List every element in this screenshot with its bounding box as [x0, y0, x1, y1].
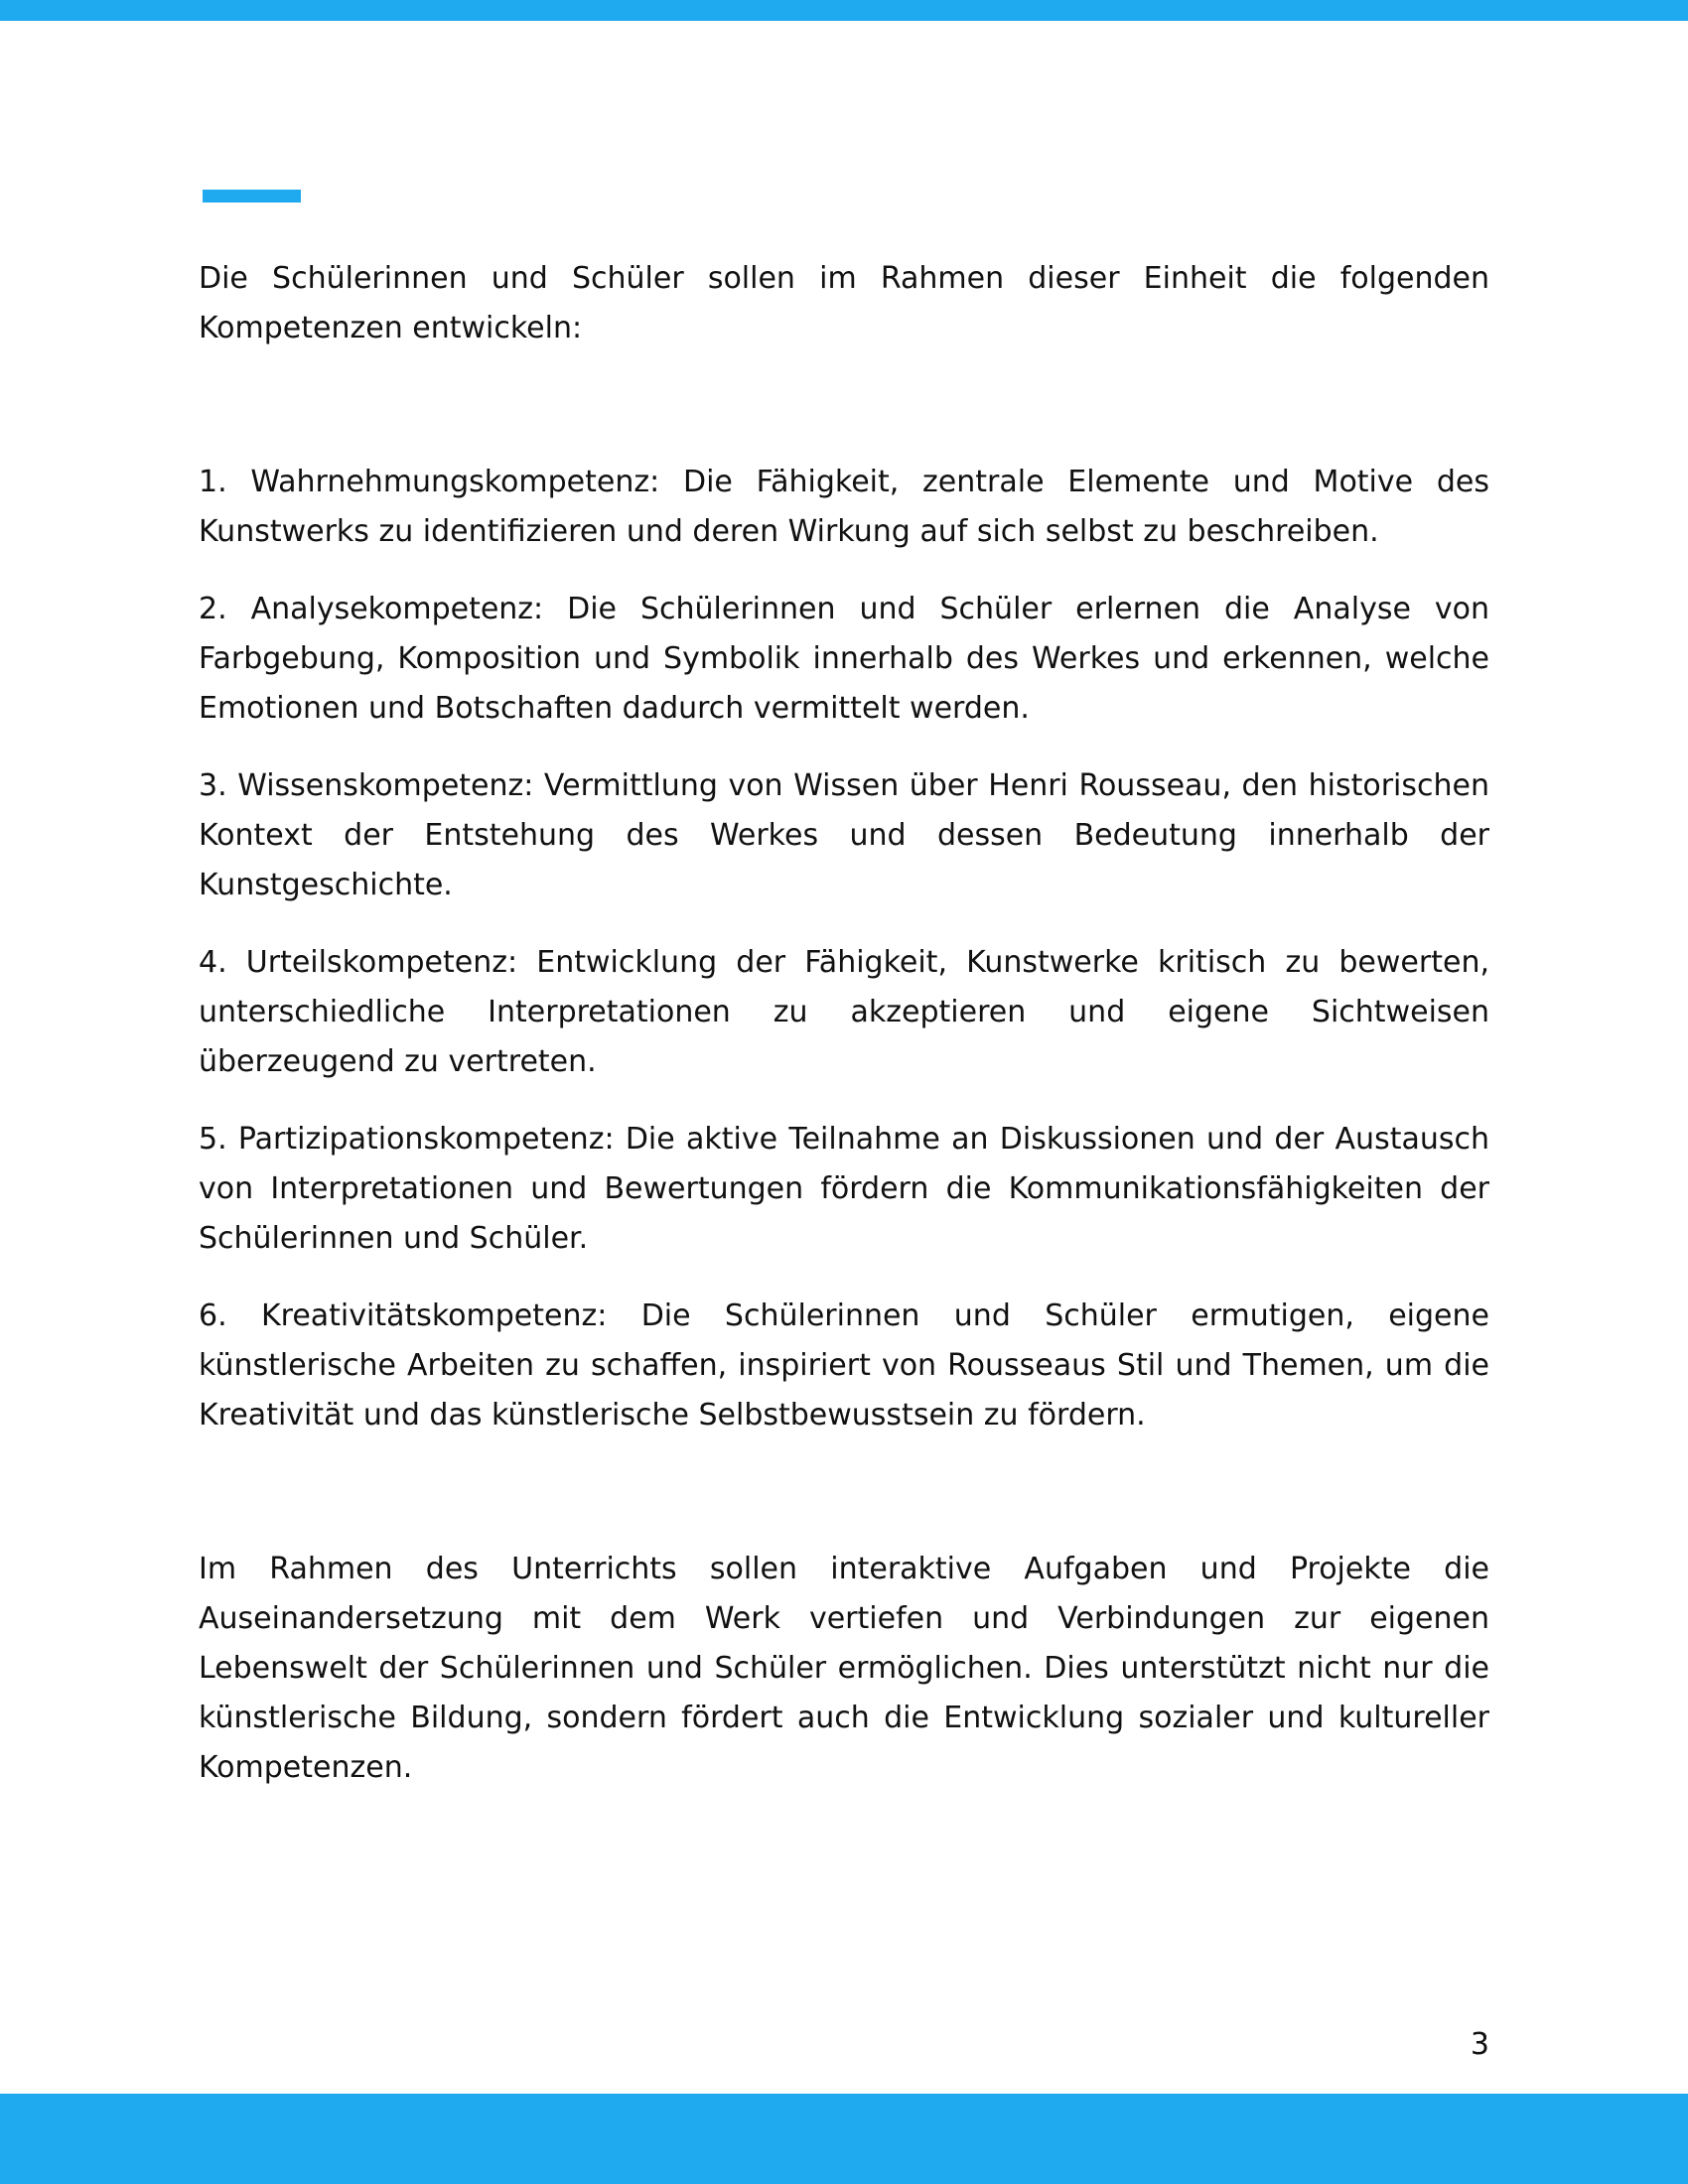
competency-item: 3. Wissenskompetenz: Vermittlung von Wissen über Henri Rousseau, den historischen Kontext der Entstehung des Werkes und dessen Bedeutung innerhalb der Kunstgeschichte. [199, 768, 1489, 902]
page-number: 3 [1470, 2027, 1489, 2062]
intro-paragraph: Die Schülerinnen und Schüler sollen im Rahmen dieser Einheit die folgenden Kompetenzen entwickeln: [199, 261, 1489, 345]
competency-item: 2. Analysekompetenz: Die Schülerinnen und Schüler erlernen die Analyse von Farbgebung, Komposition und Symbolik innerhalb des Werkes und erkennen, welche Emotionen und Botschaften dadurch vermittelt werden. [199, 592, 1489, 726]
competency-item: 5. Partizipationskompetenz: Die aktive Teilnahme an Diskussionen und der Austausch von Interpretationen und Bewertungen fördern die Kommunikationsfähigkeiten der Schülerinnen und Schüler. [199, 1122, 1489, 1256]
competency-item: 1. Wahrnehmungskompetenz: Die Fähigkeit, zentrale Elemente und Motive des Kunstwerks zu identifizieren und deren Wirkung auf sich selbst zu beschreiben. [199, 465, 1489, 549]
closing-paragraph: Im Rahmen des Unterrichts sollen interaktive Aufgaben und Projekte die Auseinandersetzung mit dem Werk vertiefen und Verbindungen zur eigenen Lebenswelt der Schülerinnen und Schüler ermöglichen. Dies unterstützt nicht nur die künstlerische Bildung, sondern fördert auch die Entwicklung sozialer und kultureller Kompetenzen. [199, 1552, 1489, 1785]
competency-item: 4. Urteilskompetenz: Entwicklung der Fähigkeit, Kunstwerke kritisch zu bewerten, unterschiedliche Interpretationen zu akzeptieren und eigene Sichtweisen überzeugend zu vertreten. [199, 945, 1489, 1079]
section-accent-mark [203, 190, 301, 203]
document-body [199, 254, 1489, 1793]
competency-item: 6. Kreativitätskompetenz: Die Schülerinnen und Schüler ermutigen, eigene künstlerische Arbeiten zu schaffen, inspiriert von Rousseaus Stil und Themen, um die Kreativität und das künstlerische Selbstbewusstsein zu fördern. [199, 1298, 1489, 1433]
top-accent-bar [0, 0, 1688, 21]
bottom-accent-bar [0, 2094, 1688, 2184]
